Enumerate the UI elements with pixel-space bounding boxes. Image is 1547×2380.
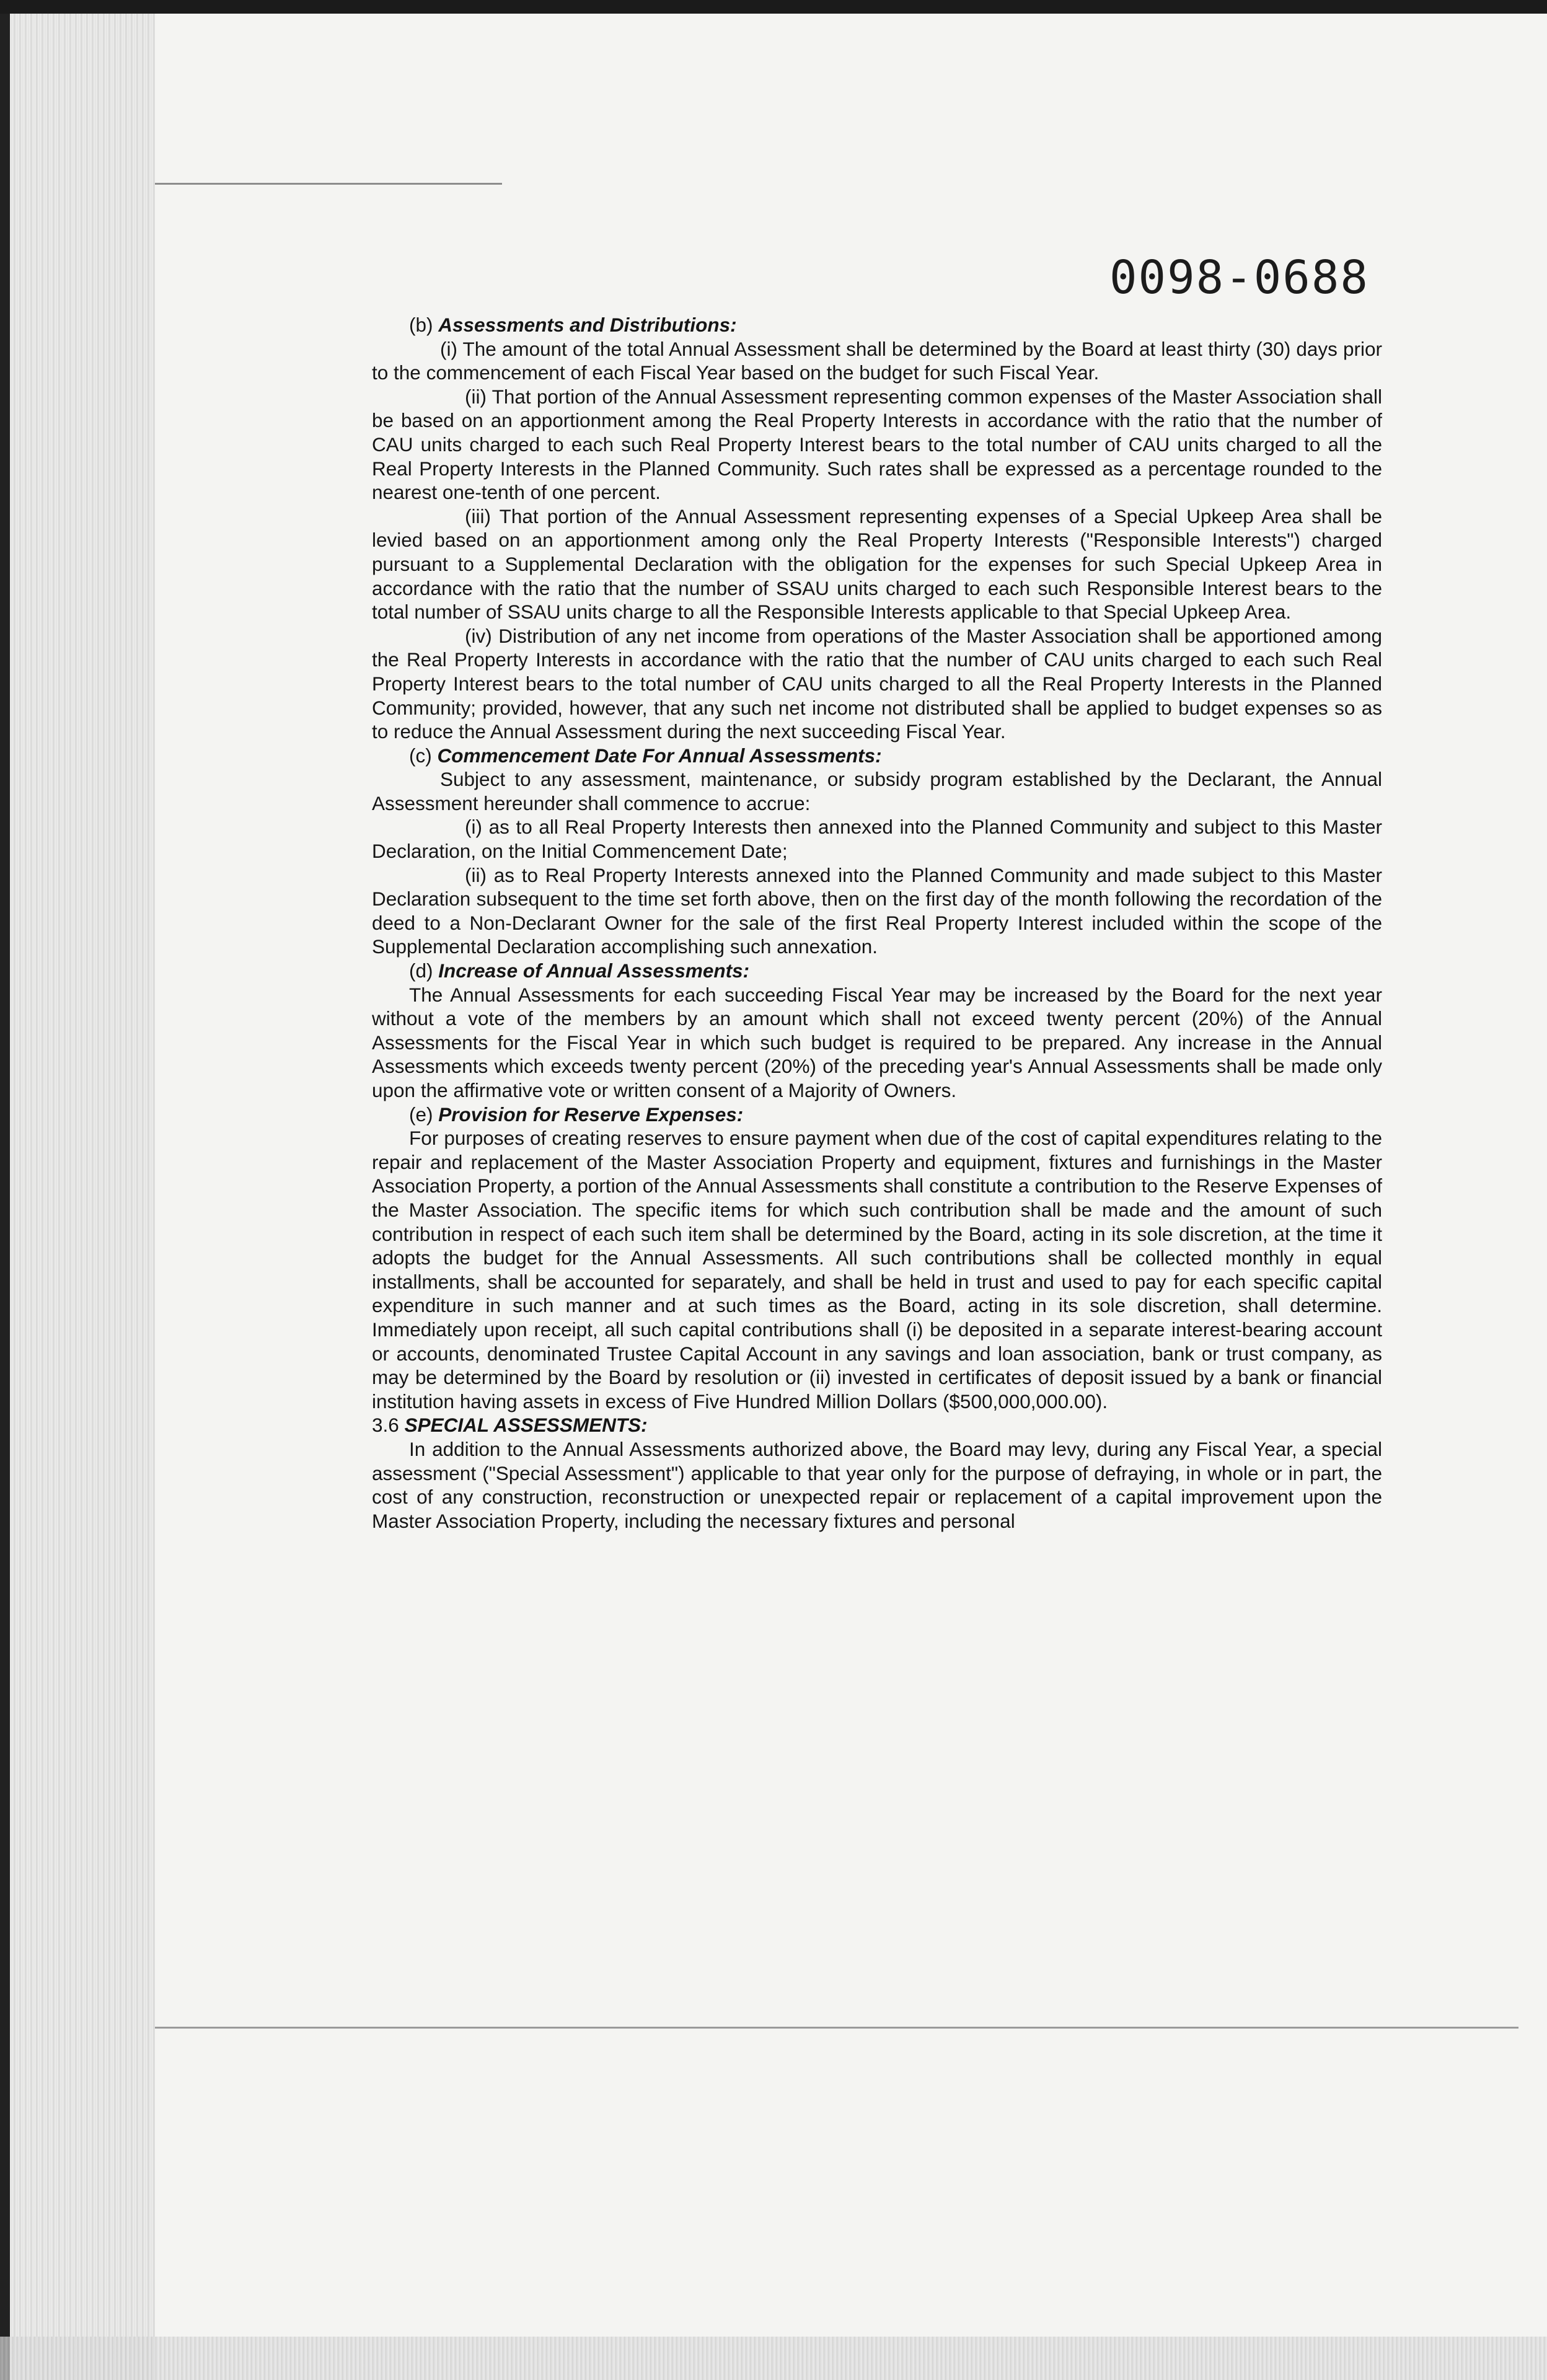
para-b-iv: (iv) Distribution of any net income from operations of the Master Association shall be apportioned among the Real Property Interests in accordance with the ratio that the number of CAU units charged to each such Real Property Interest bears to the total number of CAU units charged to all the Real Property Interests in the Planned Community; provided, however, that any such net income not distributed shall be applied to budget expenses so as to reduce the Annual Assessment during the next succeeding Fiscal Year. <box>372 624 1382 743</box>
para-b-ii: (ii) That portion of the Annual Assessment representing common expenses of the Master Association shall be based on an apportionment among the Real Property Interests in accordance with the ratio that the number of CAU units charged to each such Real Property Interest bears to the total number of CAU units charged to all the Real Property Interests in the Planned Community. Such rates shall be expressed as a percentage rounded to the nearest one-tenth of one percent. <box>372 385 1382 504</box>
para-c-ii: (ii) as to Real Property Interests annexed into the Planned Community and made subject to this Master Declaration subsequent to the time set forth above, then on the first day of the month following the recordation of the deed to a Non-Declarant Owner for the sale of the first Real Property Interest included within the scope of the Supplemental Declaration accomplishing such annexation. <box>372 863 1382 958</box>
scan-edge-top <box>0 0 1547 14</box>
para-e: For purposes of creating reserves to ensure payment when due of the cost of capital expenditures relating to the repair and replacement of the Master Association Property and equipment, fixtures and furnishings in the Master Association Property, a portion of the Annual Assessments shall constitute a contribution to the Reserve Expenses of the Master Association. The specific items for which such contribution shall be made and the amount of such contribution in respect of each such item shall be determined by the Board, acting in its sole discretion, at the time it adopts the budget for the Annual Assessments. All such contributions shall be collected monthly in equal installments, shall be accounted for separately, and shall be held in trust and used to pay for each specific capital expenditure in such manner and at such times as the Board, acting in its sole discretion, shall determine. Immediately upon receipt, all such capital contributions shall (i) be deposited in a separate interest-bearing account or accounts, denominated Trustee Capital Account in any savings and loan association, bank or trust company, as may be determined by the Board by resolution or (ii) invested in certificates of deposit issued by a bank or financial institution having assets in excess of Five Hundred Million Dollars ($500,000,000.00). <box>372 1127 1382 1413</box>
scan-edge-bottom <box>0 2337 1547 2380</box>
para-b-i: (i) The amount of the total Annual Assessment shall be determined by the Board at least thirty (30) days prior to the commencement of each Fiscal Year based on the budget for such Fiscal Year. <box>372 337 1382 384</box>
heading-3-6: 3.6 SPECIAL ASSESSMENTS: <box>372 1414 648 1437</box>
para-d: The Annual Assessments for each succeeding Fiscal Year may be increased by the Board for the next year without a vote of the members by an amount which shall not exceed twenty percent (20%) of the Annual Assessments for the Fiscal Year in which such budget is required to be prepared. Any increase in the Annual Assessments which exceeds twenty percent (20%) of the preceding year's Annual Assessments shall be made only upon the affirmative vote or written consent of a Majority of Owners. <box>372 983 1382 1101</box>
para-3-6: In addition to the Annual Assessments authorized above, the Board may levy, during any Fiscal Year, a special assessment ("Special Assessment") applicable to that year only for the purpose of defraying, in whole or in part, the cost of any construction, reconstruction or unexpected repair or replacement of a capital improvement upon the Master Association Property, including the necessary fixtures and personal <box>372 1437 1382 1532</box>
para-c-intro: Subject to any assessment, maintenance, or subsidy program established by the Declarant, the Annual Assessment hereunder shall commence to accrue: <box>372 768 1382 814</box>
page-number: 0098-0688 <box>1109 251 1369 304</box>
para-c-i: (i) as to all Real Property Interests then annexed into the Planned Community and subject to this Master Declaration, on the Initial Commencement Date; <box>372 816 1382 863</box>
heading-b: (b) Assessments and Distributions: <box>409 314 737 336</box>
heading-c: (c) Commencement Date For Annual Assessments: <box>409 744 882 767</box>
para-b-iii: (iii) That portion of the Annual Assessment representing expenses of a Special Upkeep Area shall be levied based on an apportionment among only the Real Property Interests ("Responsible Interests") charged pursuant to a Supplemental Declaration with the obligation for the expenses for such Special Upkeep Area in accordance with the ratio that the number of SSAU units charged to each such Responsible Interest bears to the total number of SSAU units charge to all the Responsible Interests applicable to that Special Upkeep Area. <box>372 505 1382 624</box>
scan-edge-left <box>0 0 155 2380</box>
scan-rule-top <box>155 183 502 185</box>
heading-e: (e) Provision for Reserve Expenses: <box>409 1103 744 1126</box>
scan-rule-bottom <box>155 2027 1518 2029</box>
heading-d: (d) Increase of Annual Assessments: <box>409 959 750 982</box>
document-body <box>372 313 1382 1533</box>
scan-dark-strip <box>0 0 10 2380</box>
